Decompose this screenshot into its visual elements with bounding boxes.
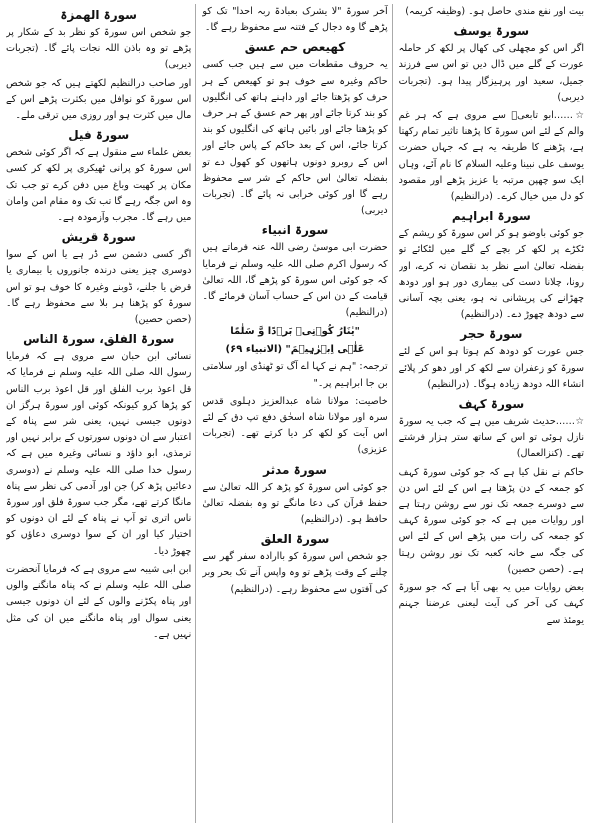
section-heading: سورۃ ابراہیم bbox=[451, 209, 531, 224]
paragraph: جو شخص اس سورۃ کو نظر بد کے شکار پر پڑھے تو وہ باذن اللہ نجات پائے گا۔ (تجربات دیربی) bbox=[6, 27, 192, 71]
section-heading: سورۃ الفلق، سورۃ الناس bbox=[23, 332, 175, 347]
paragraph: بعض روایات میں یہ بھی آیا ہے کہ جو سورۃ کہف کی آخر کی آیت لیعنی عرضنا جہنم یومئذ سے bbox=[398, 582, 584, 626]
quranic-verse: "یٰنَارُ کُوۡنِیۡ بَرۡدًا وَّ سَلٰمًا bbox=[230, 326, 360, 338]
paragraph: ☆……ابو تابعیؒ سے مروی ہے کہ ہر غم والم کے لئے اس سورۃ کا پڑھنا تاثیر تمام رکھتا ہے، پڑھنے کا طریقہ یہ ہے کہ جہاں حضرت یوسف علی نبینا وعلیہ السلام کا نام آئے، وہاں ایک سو چھپن مرتبہ یا عزیز پڑھے اور مقصود کو دل میں خیال کرے۔ (درالنظیم) bbox=[398, 110, 584, 203]
paragraph: بعض علماء سے منقول ہے کہ اگر کوئی شخص اس سورۃ کو پرانی ٹھیکری پر لکھ کر کسی مکان پر کھیت وباغ میں دفن کرے تو جب تک وہ اس جگہ رہے گا تب تک وہ مقام امن وامان میں رہے گا۔ مجرب وآزمودہ ہے۔ bbox=[6, 147, 192, 224]
section-heading: سورۃ مدثر bbox=[263, 462, 327, 477]
paragraph: یہ حروف مقطعات میں سے ہیں جب کسی حاکم وغیرہ سے خوف ہو تو کھیعص کے ہر حرف کو پڑھتا جائے اور داہنے ہاتھ کی انگلیوں کو بند کرتا جائے اور پھر حم عسق کے ہر حرف کو پڑھتا جائے اور بائیں ہاتھ کی انگلیوں کو بند کرتا جائے، اس کے بعد حاکم کے پاس جائے اور اس کے روبرو دونوں ہاتھوں کو کھول دے تو بفضلہ تعالیٰ اس حاکم کے شر سے محفوظ رہے گا اور کوئی خرابی نہ پائے گا۔ (تجربات دیربی) bbox=[202, 59, 388, 217]
section-heading: سورۃ یوسف bbox=[453, 24, 530, 39]
paragraph: ترجمہ: "ہم نے کہا اے آگ تو ٹھنڈی اور سلامتی بن جا ابراہیم پر۔" bbox=[202, 361, 388, 389]
paragraph: جو کوئی باوضو ہو کر اس سورۃ کو ریشم کے ٹکڑے پر لکھ کر بچے کے گلے میں لٹکائے تو بفضلہ تعالیٰ اسے نظر بد نقصان نہ کرے، اور رونا، چلانا دست کی بیماری دور ہو اور دودھ چھڑانے کی پریشانی نہ ہو، یعنی بچہ آسانی سے دودھ چھوڑ دے۔ (درالنظیم) bbox=[398, 228, 584, 321]
section-heading: سورۃ الھمزۃ bbox=[60, 8, 137, 22]
paragraph: خاصیت: مولانا شاہ عبدالعزیز دہلوی قدس سرہ اور مولانا شاہ اسحٰق دفع تپ دق کے لئے اس آیت کو لکھ کر دیا کرتے تھے۔ (تجربات عزیزی) bbox=[202, 395, 388, 456]
paragraph: آخر سورۃ "لا یشرک بعبادۃ ربہ احدا" تک کو پڑھے گا وہ دجال کے فتنہ سے محفوظ رہے گا۔ bbox=[202, 6, 388, 34]
quranic-verse: عَلٰۤی اِبۡرٰہِیۡمَ" (الانبیاء ۶۹) bbox=[225, 344, 365, 356]
section-heading: سورۃ حجر bbox=[460, 327, 523, 342]
section-heading: سورۃ انبیاء bbox=[261, 223, 329, 238]
section-heading: سورۃ العلق bbox=[260, 532, 330, 547]
paragraph: جس عورت کو دودھ کم ہوتا ہو اس کے لئے سورۃ کو زعفران سے لکھ کر اور دھو کر پلائے انشاء اللہ دودھ زیادہ ہوگا۔ (درالنظیم) bbox=[398, 346, 584, 390]
paragraph: ☆……حدیث شریف میں ہے کہ جب یہ سورۃ نازل ہوئی تو اس کے ساتھ ستر ہزار فرشتے تھے۔ (کنزالعمال) bbox=[398, 416, 584, 460]
paragraph: جو شخص اس سورۃ کو باارادہ سفر گھر سے چلنے کے وقت پڑھے تو وہ واپس آنے تک بحر وبر کی آفتوں سے محفوظ رہے۔ (درالنظیم) bbox=[202, 551, 388, 595]
section-heading: سورۃ فیل bbox=[68, 128, 130, 143]
paragraph: جو کوئی اس سورۃ کو پڑھ کر اللہ تعالیٰ سے حفظ قرآن کی دعا مانگے تو وہ بفضلہ تعالیٰ حافظ ہو۔ (درالنظیم) bbox=[202, 481, 388, 526]
text-columns bbox=[6, 4, 584, 823]
paragraph: حاکم نے نقل کیا ہے کہ جو کوئی سورۃ کہف کو جمعہ کے دن پڑھتا ہے اس کے لئے اس دن سے دوسرے جمعہ تک نور سے روشن رہتا ہے اور روایات میں ہے کہ جو کوئی سورۃ کہف کو جمعہ کی رات میں پڑھے اس کے لئے اس کی جگہ سے خانہ کعبہ تک نور روشن رہتا ہے۔ (حصن حصین) bbox=[398, 466, 584, 575]
paragraph: ابن ابی شیبہ سے مروی ہے کہ فرمایا آنحضرت صلی اللہ علیہ وسلم نے کہ پناہ مانگنے والوں اور پناہ پکڑنے والوں کے لئے ان دونوں جیسی یعنی سوال اور پناہ مانگنے میں ان کی مثل نہیں ہے۔ bbox=[6, 563, 192, 640]
paragraph: اگر اس کو مچھلی کی کھال پر لکھ کر حاملہ عورت کے گلے میں ڈال دیں تو اس سے فرزند جمیل، سعید اور پرہیزگار پیدا ہو۔ (تجربات دیربی) bbox=[398, 43, 584, 103]
section-heading: سورۃ قریش bbox=[61, 230, 136, 245]
paragraph: بیت اور نفع مندی حاصل ہو۔ (وظیفہ کریمہ) bbox=[405, 6, 584, 17]
paragraph: نسائی ابن حبان سے مروی ہے کہ فرمایا رسول اللہ صلی اللہ علیہ وسلم نے فرمایا کہ قل اعوذ برب الفلق اور قل اعوذ برب الناس کو پڑھا کرو کیونکہ کوئی اور سورۃ ہرگز ان دونوں جیسی نہیں، یعنی شر سے پناہ کے اعتبار سے ان دونوں سورتوں کے برابر نہیں اور ترمذی، ابو داؤد و نسائی وغیرہ میں ہے کہ رسول خدا صلی اللہ علیہ وسلم نے (دوسری دعائیں پڑھ کر) جن اور آدمی کی نظر سے پناہ مانگا کرتے تھے، مگر جب سورۃ فلق اور سورۃ ناس اتری تو آپ نے پناہ کے لئے ان دونوں کو اختیار کیا اور ان کے سوا دوسری دعاؤں کو چھوڑ دیا۔ bbox=[6, 351, 192, 557]
section-heading: کھیعص حم عسق bbox=[244, 40, 346, 55]
paragraph: اور صاحب درالنظیم لکھتے ہیں کہ جو شخص اس سورۃ کو نوافل میں بکثرت پڑھے اس کے مال میں کثرت ہو اور روزی میں ترقی ملے۔ bbox=[6, 77, 192, 122]
column-right bbox=[399, 4, 584, 823]
paragraph: حضرت ابی موسیٰ رضی اللہ عنہ فرماتے ہیں کہ رسول اکرم صلی اللہ علیہ وسلم نے فرمایا کہ جو کوئی اس سورۃ کو پڑھے گا، اللہ تعالیٰ قیامت کے دن اس کے حساب آسان فرمائے گا۔ (درالنظیم) bbox=[202, 242, 388, 319]
column-middle bbox=[202, 4, 392, 823]
column-left bbox=[6, 4, 196, 823]
section-heading: سورۃ کہف bbox=[458, 397, 525, 412]
paragraph: اگر کسی دشمن سے ڈر ہے یا اس کے سوا دوسری چیز یعنی درندہ جانوروں یا بیماری یا قرض یا جلنے، ڈوبنے وغیرہ کا خوف ہو تو اس سورۃ کو پڑھنا ہر بلا سے محفوظ رہے گا۔ (حصن حصین) bbox=[6, 249, 192, 326]
